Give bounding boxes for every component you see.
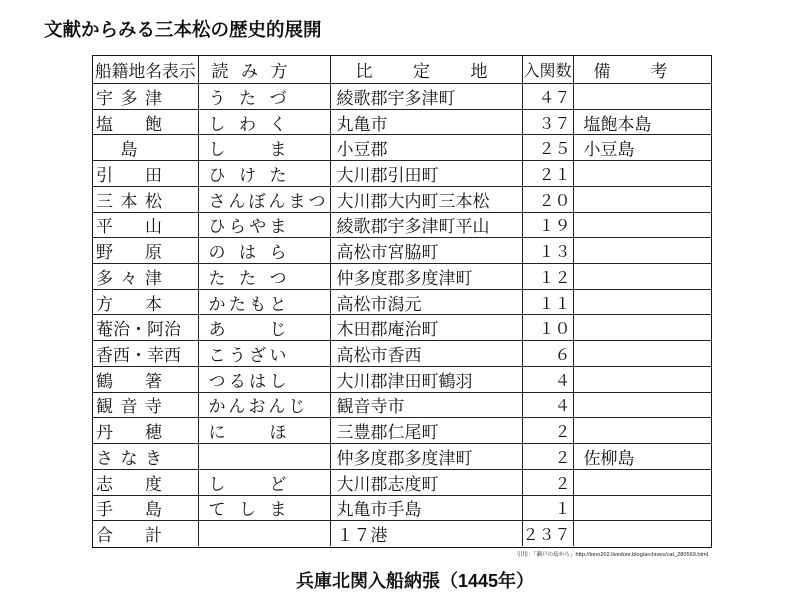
reading-cell bbox=[198, 315, 330, 340]
remarks-cell bbox=[573, 341, 711, 366]
remarks-cell bbox=[573, 290, 711, 315]
remarks-cell bbox=[573, 110, 711, 135]
place-name-cell bbox=[93, 470, 198, 495]
entry-count-cell bbox=[522, 187, 573, 212]
remarks-cell bbox=[573, 135, 711, 160]
remarks-cell bbox=[573, 418, 711, 443]
entry-count-text: ２５ bbox=[538, 139, 571, 159]
remarks-text: 佐柳島 bbox=[583, 448, 635, 469]
remarks-cell bbox=[573, 161, 711, 186]
reading-cell bbox=[198, 187, 330, 212]
entry-count-cell bbox=[522, 264, 573, 289]
reading-text: て し ま bbox=[208, 500, 287, 521]
identified-location-cell bbox=[330, 341, 522, 366]
table-row bbox=[93, 443, 711, 469]
place-name-cell bbox=[93, 238, 198, 263]
identified-location-cell bbox=[330, 161, 522, 186]
remarks-cell bbox=[573, 367, 711, 392]
identified-location-text: 丸亀市 bbox=[336, 114, 388, 135]
reading-text: ひ け た bbox=[208, 166, 287, 186]
place-name-text: 香西・幸西 bbox=[96, 346, 181, 366]
reading-text: た た つ bbox=[208, 268, 287, 289]
table-row bbox=[93, 186, 711, 212]
reading-text: う た づ bbox=[208, 88, 287, 109]
place-name-text: 宇 多 津 bbox=[96, 88, 162, 109]
place-name-text: 菴治・阿治 bbox=[96, 320, 181, 341]
place-name-cell bbox=[93, 290, 198, 315]
reading-text: し ど bbox=[208, 474, 287, 495]
identified-location-cell bbox=[330, 135, 522, 160]
entry-count-text: ２３７ bbox=[522, 525, 571, 545]
table-row bbox=[93, 237, 711, 263]
entry-count-cell bbox=[522, 470, 573, 495]
entry-count-cell bbox=[522, 393, 573, 418]
entry-count-cell bbox=[522, 367, 573, 392]
identified-location-text: 綾歌郡宇多津町 bbox=[336, 88, 456, 109]
reading-text: の は ら bbox=[208, 243, 287, 264]
identified-location-text: 木田郡庵治町 bbox=[336, 320, 439, 341]
place-name-text: 島 bbox=[120, 140, 138, 161]
reading-text: か た も と bbox=[208, 294, 287, 315]
place-name-text: 三 本 松 bbox=[96, 191, 162, 212]
entry-count-cell bbox=[522, 110, 573, 135]
identified-location-text: 高松市潟元 bbox=[336, 294, 422, 315]
remarks-cell bbox=[573, 238, 711, 263]
reading-text: さんぼんまつ bbox=[208, 191, 329, 212]
identified-location-cell bbox=[330, 444, 522, 469]
reading-cell bbox=[198, 238, 330, 263]
place-name-cell bbox=[93, 393, 198, 418]
identified-location-text: 小豆郡 bbox=[336, 140, 388, 161]
table-row bbox=[93, 392, 711, 418]
entry-count-text: ２１ bbox=[538, 165, 571, 185]
header-row bbox=[93, 56, 711, 83]
identified-location-text: 三豊郡仁尾町 bbox=[336, 423, 439, 444]
reading-text: あ じ bbox=[208, 320, 287, 341]
identified-location-cell bbox=[330, 496, 522, 521]
table-row bbox=[93, 83, 711, 109]
identified-location-cell bbox=[330, 110, 522, 135]
reading-cell bbox=[198, 290, 330, 315]
reading-cell bbox=[198, 496, 330, 521]
remarks-text: 小豆島 bbox=[583, 140, 635, 161]
header-remarks-cell bbox=[573, 56, 711, 83]
place-name-cell bbox=[93, 367, 198, 392]
identified-location-cell bbox=[330, 290, 522, 315]
identified-location-text: 大川郡大内町三本松 bbox=[336, 191, 490, 212]
header-identified-location-cell bbox=[330, 56, 522, 83]
entry-count-cell bbox=[522, 84, 573, 109]
remarks-cell bbox=[573, 393, 711, 418]
entry-count-cell bbox=[522, 521, 573, 546]
reading-cell bbox=[198, 213, 330, 238]
entry-count-cell bbox=[522, 213, 573, 238]
header-place-name-cell bbox=[93, 56, 198, 83]
table-row bbox=[93, 263, 711, 289]
identified-location-text: １７港 bbox=[336, 526, 388, 546]
reading-text: し わ く bbox=[208, 114, 287, 135]
entry-count-cell bbox=[522, 135, 573, 160]
entry-count-text: １３ bbox=[538, 242, 571, 262]
identified-location-cell bbox=[330, 264, 522, 289]
entry-count-text: ２ bbox=[554, 422, 571, 442]
entry-count-text: ２ bbox=[554, 447, 571, 467]
remarks-cell bbox=[573, 444, 711, 469]
table-row bbox=[93, 109, 711, 135]
remarks-cell bbox=[573, 315, 711, 340]
entry-count-text: １１ bbox=[538, 293, 571, 313]
header-place-name-text: 船籍地名表示 bbox=[94, 60, 196, 81]
place-name-cell bbox=[93, 418, 198, 443]
place-name-text: 手 島 bbox=[96, 500, 162, 521]
table-caption: 兵庫北関入船納張（1445年） bbox=[296, 571, 535, 591]
identified-location-text: 高松市香西 bbox=[336, 346, 422, 366]
table-row bbox=[93, 417, 711, 443]
header-entry-count-text: 入関数 bbox=[523, 61, 572, 80]
entry-count-text: １２ bbox=[538, 267, 571, 287]
entry-count-cell bbox=[522, 341, 573, 366]
remarks-cell bbox=[573, 521, 711, 546]
reading-cell bbox=[198, 367, 330, 392]
identified-location-cell bbox=[330, 187, 522, 212]
table-row bbox=[93, 289, 711, 315]
table-row bbox=[93, 495, 711, 521]
place-name-cell bbox=[93, 161, 198, 186]
table-row bbox=[93, 314, 711, 340]
entry-count-cell bbox=[522, 315, 573, 340]
place-name-cell bbox=[93, 521, 198, 546]
entry-count-cell bbox=[522, 161, 573, 186]
reading-cell bbox=[198, 393, 330, 418]
identified-location-cell bbox=[330, 521, 522, 546]
place-name-cell bbox=[93, 315, 198, 340]
reading-cell bbox=[198, 84, 330, 109]
reading-cell bbox=[198, 341, 330, 366]
identified-location-cell bbox=[330, 470, 522, 495]
header-reading-cell bbox=[198, 56, 330, 83]
place-name-text: 引 田 bbox=[96, 166, 162, 186]
place-name-text: 野 原 bbox=[96, 243, 162, 264]
ship-entry-table bbox=[92, 55, 712, 548]
remarks-cell bbox=[573, 213, 711, 238]
header-reading-text: 読 み 方 bbox=[211, 62, 288, 82]
reading-cell bbox=[198, 521, 330, 546]
reading-text: つ る は し bbox=[208, 371, 287, 392]
reading-cell bbox=[198, 264, 330, 289]
reading-cell bbox=[198, 418, 330, 443]
place-name-cell bbox=[93, 444, 198, 469]
reading-cell bbox=[198, 110, 330, 135]
header-remarks-text: 備 考 bbox=[593, 62, 668, 82]
header-identified-location-text: 比 定 地 bbox=[355, 62, 488, 82]
place-name-text: 志 度 bbox=[96, 474, 162, 495]
table-row bbox=[93, 212, 711, 238]
place-name-text: 観 音 寺 bbox=[96, 397, 162, 418]
identified-location-text: 仲多度郡多度津町 bbox=[336, 448, 473, 469]
place-name-text: 鶴 箸 bbox=[96, 371, 162, 392]
identified-location-text: 観音寺市 bbox=[336, 397, 405, 418]
identified-location-cell bbox=[330, 418, 522, 443]
place-name-text: 合 計 bbox=[96, 526, 162, 546]
identified-location-text: 綾歌郡宇多津町平山 bbox=[336, 217, 490, 238]
source-citation: 引用：「瀬戸の島から」http://tono202.livedoor.blog/archives/cat_280569.html bbox=[516, 552, 708, 558]
entry-count-text: １０ bbox=[538, 319, 571, 339]
reading-text: こ う ざ い bbox=[208, 346, 287, 366]
identified-location-text: 高松市宮脇町 bbox=[336, 243, 439, 264]
place-name-cell bbox=[93, 187, 198, 212]
reading-text: に ほ bbox=[208, 423, 287, 444]
entry-count-cell bbox=[522, 496, 573, 521]
identified-location-text: 丸亀市手島 bbox=[336, 500, 422, 521]
entry-count-text: ４７ bbox=[538, 87, 571, 107]
entry-count-cell bbox=[522, 238, 573, 263]
reading-text: かんおんじ bbox=[208, 397, 309, 418]
entry-count-text: ６ bbox=[554, 345, 571, 365]
remarks-cell bbox=[573, 496, 711, 521]
entry-count-cell bbox=[522, 290, 573, 315]
place-name-text: 平 山 bbox=[96, 217, 162, 238]
entry-count-text: １ bbox=[554, 499, 571, 519]
table-row bbox=[93, 366, 711, 392]
reading-text: し ま bbox=[208, 140, 287, 161]
page-title: 文献からみる三本松の歴史的展開 bbox=[44, 19, 322, 40]
remarks-cell bbox=[573, 264, 711, 289]
total-row bbox=[93, 520, 711, 546]
place-name-text: 多 々 津 bbox=[96, 268, 162, 289]
identified-location-cell bbox=[330, 315, 522, 340]
identified-location-cell bbox=[330, 213, 522, 238]
table-row bbox=[93, 469, 711, 495]
place-name-cell bbox=[93, 213, 198, 238]
reading-text: ひ ら や ま bbox=[208, 217, 287, 238]
remarks-cell bbox=[573, 470, 711, 495]
reading-cell bbox=[198, 444, 330, 469]
entry-count-cell bbox=[522, 418, 573, 443]
reading-cell bbox=[198, 161, 330, 186]
entry-count-text: ２０ bbox=[538, 190, 571, 210]
place-name-text: 丹 穂 bbox=[96, 423, 162, 444]
table-row bbox=[93, 160, 711, 186]
place-name-text: 方 本 bbox=[96, 294, 162, 315]
place-name-cell bbox=[93, 264, 198, 289]
identified-location-text: 大川郡引田町 bbox=[336, 166, 439, 186]
remarks-cell bbox=[573, 84, 711, 109]
identified-location-cell bbox=[330, 393, 522, 418]
place-name-text: さ な き bbox=[96, 448, 162, 469]
place-name-cell bbox=[93, 135, 198, 160]
place-name-text: 塩 飽 bbox=[96, 114, 162, 135]
entry-count-text: ２ bbox=[554, 473, 571, 493]
entry-count-text: ４ bbox=[554, 396, 571, 416]
identified-location-text: 大川郡津田町鶴羽 bbox=[336, 371, 473, 392]
place-name-cell bbox=[93, 84, 198, 109]
remarks-text: 塩飽本島 bbox=[583, 114, 652, 135]
entry-count-text: ４ bbox=[554, 370, 571, 390]
table-row bbox=[93, 134, 711, 160]
reading-cell bbox=[198, 470, 330, 495]
remarks-cell bbox=[573, 187, 711, 212]
identified-location-cell bbox=[330, 238, 522, 263]
reading-cell bbox=[198, 135, 330, 160]
identified-location-cell bbox=[330, 84, 522, 109]
place-name-cell bbox=[93, 110, 198, 135]
header-entry-count-cell bbox=[522, 56, 573, 83]
entry-count-text: １９ bbox=[538, 216, 571, 236]
identified-location-text: 仲多度郡多度津町 bbox=[336, 268, 473, 289]
identified-location-cell bbox=[330, 367, 522, 392]
entry-count-text: ３７ bbox=[538, 113, 571, 133]
identified-location-text: 大川郡志度町 bbox=[336, 474, 439, 495]
place-name-cell bbox=[93, 496, 198, 521]
entry-count-cell bbox=[522, 444, 573, 469]
table-row bbox=[93, 340, 711, 366]
place-name-cell bbox=[93, 341, 198, 366]
